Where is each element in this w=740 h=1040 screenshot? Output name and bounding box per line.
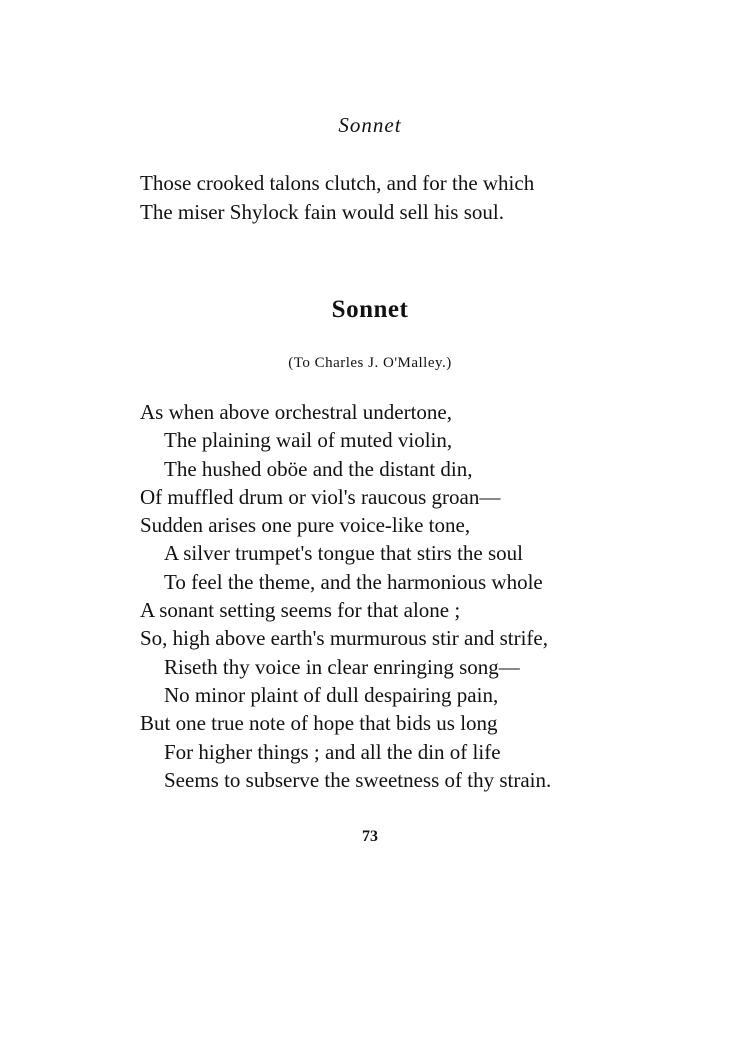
poem-line: But one true note of hope that bids us long bbox=[140, 711, 498, 736]
page-number: 73 bbox=[362, 828, 378, 845]
poem-line: A silver trumpet's tongue that stirs the soul bbox=[164, 541, 523, 566]
poem-line: For higher things ; and all the din of life bbox=[164, 739, 501, 764]
poem-line: Riseth thy voice in clear enringing song— bbox=[164, 654, 520, 679]
running-head: Sonnet bbox=[338, 113, 402, 137]
poem-title: Sonnet bbox=[331, 296, 409, 323]
poem-line: To feel the theme, and the harmonious whole bbox=[164, 569, 543, 594]
poem-line: So, high above earth's murmurous stir and strife, bbox=[140, 626, 548, 651]
previous-poem-line: Those crooked talons clutch, and for the which bbox=[140, 171, 535, 195]
poem-line: The hushed oböe and the distant din, bbox=[164, 456, 473, 481]
poem-line: As when above orchestral undertone, bbox=[140, 400, 452, 424]
poem-line: No minor plaint of dull despairing pain, bbox=[164, 682, 499, 707]
poem-body bbox=[140, 398, 700, 794]
previous-poem-ending bbox=[140, 169, 534, 227]
poem-line: The plaining wail of muted violin, bbox=[164, 428, 453, 453]
poem-line: Seems to subserve the sweetness of thy strain. bbox=[164, 767, 552, 792]
poem-line: A sonant setting seems for that alone ; bbox=[140, 598, 461, 623]
poem-dedication: (To Charles J. O'Malley.) bbox=[288, 355, 452, 371]
poem-line: Sudden arises one pure voice-like tone, bbox=[140, 513, 471, 538]
previous-poem-line: The miser Shylock fain would sell his soul. bbox=[140, 200, 504, 224]
poem-line: Of muffled drum or viol's raucous groan— bbox=[140, 484, 501, 509]
